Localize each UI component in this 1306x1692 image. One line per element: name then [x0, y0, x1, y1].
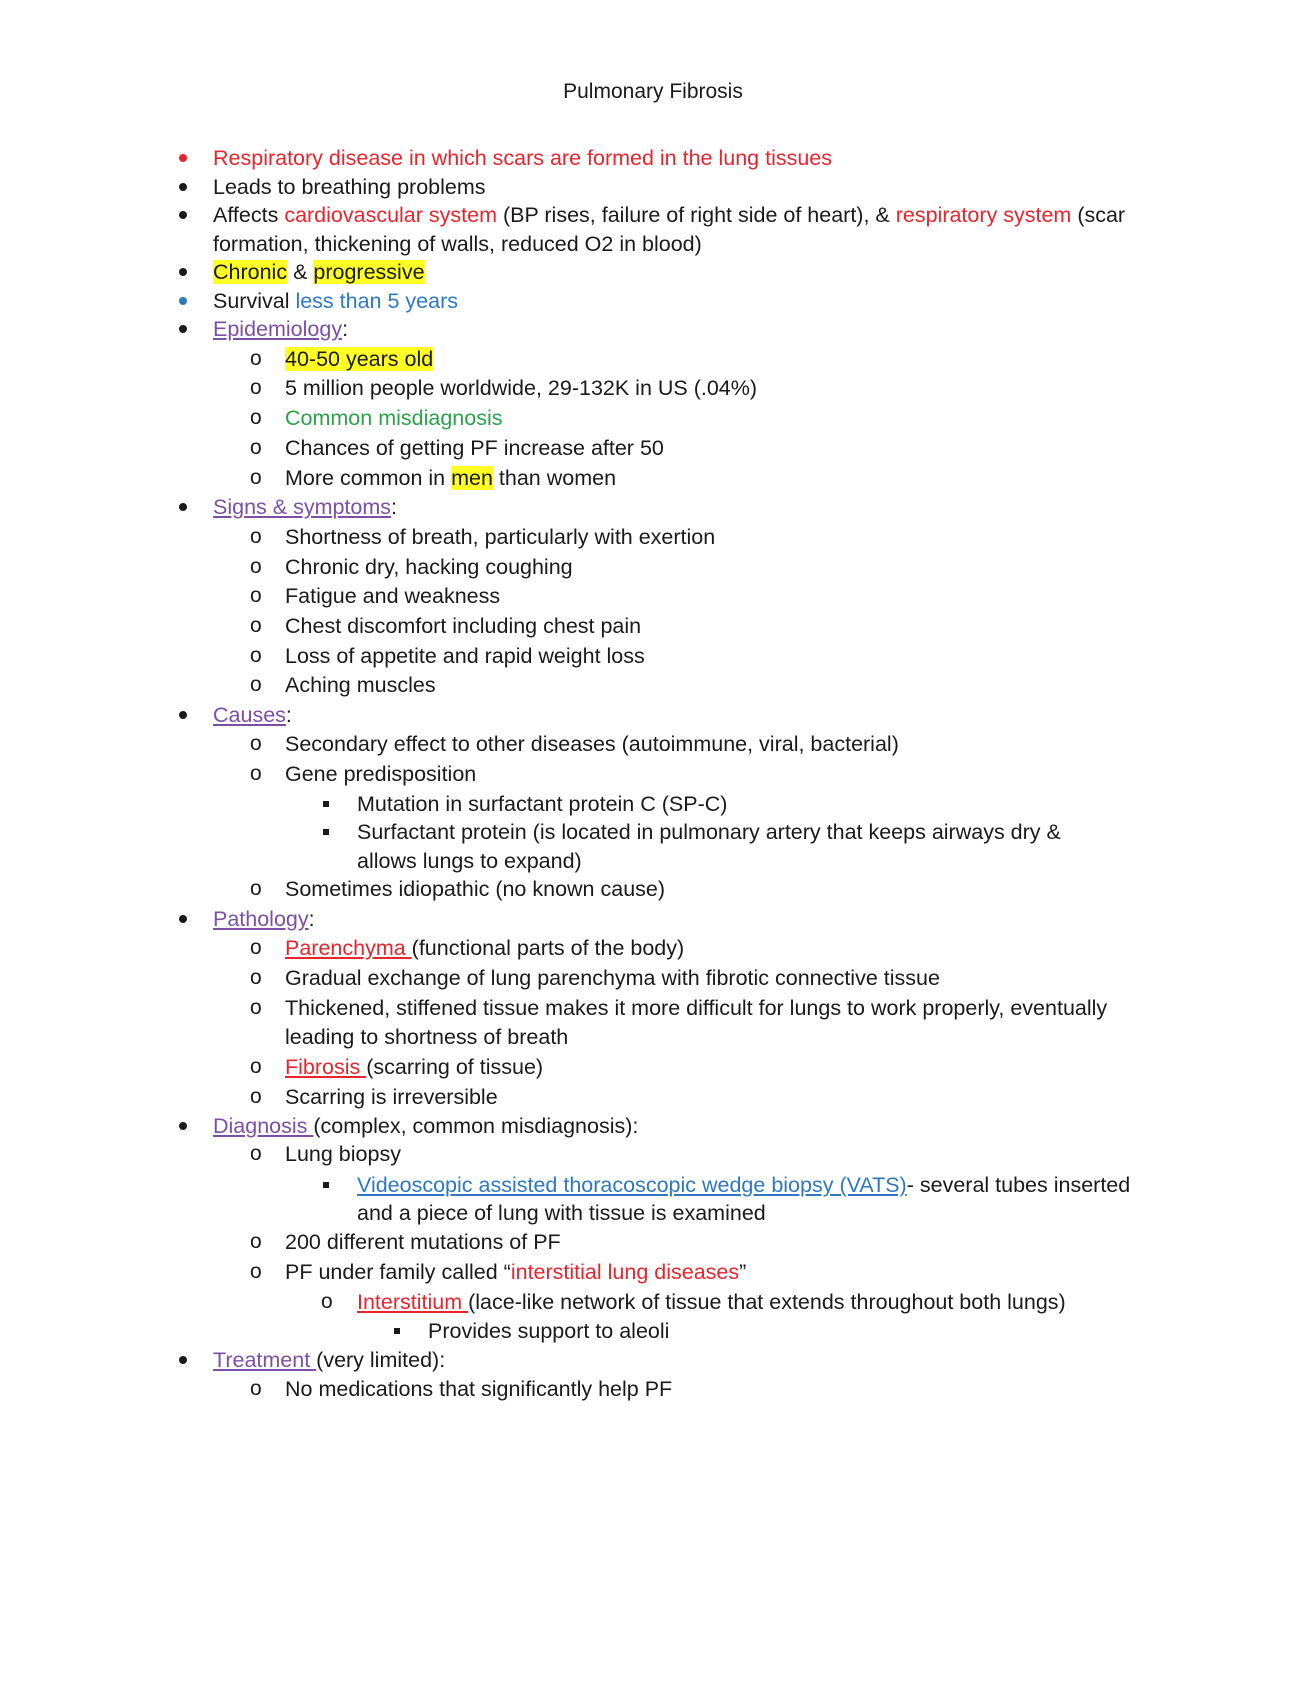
list-item-text: Mutation in surfactant protein C (SP-C) — [357, 792, 728, 816]
list-item-text: No medications that significantly help PF — [285, 1377, 673, 1401]
text-run: (scar — [1071, 203, 1126, 227]
sub-bullet-marker: o — [250, 996, 262, 1019]
list-item-text — [285, 1052, 543, 1082]
sub-bullet-marker: o — [321, 1290, 333, 1313]
list-item-text: formation, thickening of walls, reduced O2 in blood) — [213, 232, 702, 256]
sub-bullet-marker: o — [250, 584, 262, 607]
list-item-text: Sometimes idiopathic (no known cause) — [285, 877, 666, 901]
bullet-marker — [179, 297, 187, 305]
list-item-text — [213, 904, 315, 934]
sub-bullet-marker: o — [250, 877, 262, 900]
list-item-text — [357, 1170, 1130, 1200]
sub-bullet-marker: o — [250, 376, 262, 399]
sub-bullet-marker: o — [250, 525, 262, 548]
text-run: than women — [492, 466, 617, 490]
list-item-text: Leads to breathing problems — [213, 175, 486, 199]
list-item-text: 200 different mutations of PF — [285, 1230, 561, 1254]
sub-bullet-marker: o — [250, 406, 262, 429]
list-item-text: Respiratory disease in which scars are formed in the lung tissues — [213, 146, 833, 170]
list-item-text — [213, 1111, 638, 1141]
symptoms-link[interactable]: Signs & symptoms — [213, 495, 392, 519]
sub-bullet-marker: o — [250, 1142, 262, 1165]
text-run-blue: less than 5 years — [295, 289, 458, 313]
list-item-text: Gene predisposition — [285, 762, 477, 786]
diagnosis-link[interactable]: Diagnosis — [213, 1114, 314, 1138]
list-item-text — [357, 1287, 1066, 1317]
square-bullet-marker — [323, 801, 329, 807]
list-item-text — [285, 1257, 746, 1287]
text-run: : — [342, 317, 349, 341]
square-bullet-marker — [394, 1328, 400, 1334]
text-run: - several tubes inserted — [906, 1173, 1131, 1197]
list-item-text: Lung biopsy — [285, 1142, 401, 1166]
text-run: : — [308, 907, 315, 931]
text-run: & — [287, 260, 314, 284]
text-run: (complex, common misdiagnosis): — [313, 1114, 639, 1138]
treatment-link[interactable]: Treatment — [213, 1348, 317, 1372]
sub-bullet-marker: o — [250, 732, 262, 755]
square-bullet-marker — [323, 829, 329, 835]
list-item-text — [213, 1345, 445, 1375]
bullet-marker — [179, 325, 187, 333]
list-item-text: allows lungs to expand) — [357, 849, 582, 873]
list-item-text — [285, 344, 433, 374]
list-item-text: Shortness of breath, particularly with exertion — [285, 525, 716, 549]
bullet-marker — [179, 503, 187, 511]
bullet-marker — [179, 268, 187, 276]
text-run: : — [285, 703, 292, 727]
list-item-text: Provides support to aleoli — [428, 1319, 670, 1343]
sub-bullet-marker: o — [250, 936, 262, 959]
square-bullet-marker — [323, 1182, 329, 1188]
list-item-text: Chronic dry, hacking coughing — [285, 555, 573, 579]
text-run: (scarring of tissue) — [366, 1055, 544, 1079]
text-run-red: respiratory system — [895, 203, 1072, 227]
list-item-text: Secondary effect to other diseases (autoimmune, viral, bacterial) — [285, 732, 899, 756]
parenchyma-link[interactable]: Parenchyma — [285, 936, 412, 960]
text-run: Survival — [213, 289, 296, 313]
highlighted-text: Chronic — [213, 260, 288, 284]
text-run: (lace-like network of tissue that extends throughout both lungs) — [468, 1290, 1066, 1314]
list-item-text — [213, 257, 425, 287]
epidemiology-link[interactable]: Epidemiology — [213, 317, 343, 341]
list-item-text: Loss of appetite and rapid weight loss — [285, 644, 645, 668]
sub-bullet-marker: o — [250, 347, 262, 370]
text-run: (functional parts of the body) — [411, 936, 685, 960]
sub-bullet-marker: o — [250, 673, 262, 696]
highlighted-text: 40-50 years old — [285, 347, 434, 371]
bullet-marker — [179, 154, 187, 162]
sub-bullet-marker: o — [250, 614, 262, 637]
list-item-text: Thickened, stiffened tissue makes it more difficult for lungs to work properly, eventually — [285, 996, 1108, 1020]
text-run: Affects — [213, 203, 285, 227]
list-item-text: Surfactant protein (is located in pulmonary artery that keeps airways dry & — [357, 820, 1061, 844]
list-item-text: and a piece of lung with tissue is examined — [357, 1201, 766, 1225]
causes-link[interactable]: Causes — [213, 703, 286, 727]
vats-link[interactable]: Videoscopic assisted thoracoscopic wedge biopsy (VATS) — [357, 1173, 907, 1197]
text-run: PF under family called “ — [285, 1260, 511, 1284]
text-run: (BP rises, failure of right side of heart), & — [497, 203, 896, 227]
list-item-text: leading to shortness of breath — [285, 1025, 569, 1049]
list-item-text: Scarring is irreversible — [285, 1085, 498, 1109]
list-item-text: Fatigue and weakness — [285, 584, 501, 608]
bullet-marker — [179, 711, 187, 719]
sub-bullet-marker: o — [250, 436, 262, 459]
list-item-text: Chest discomfort including chest pain — [285, 614, 642, 638]
bullet-marker — [179, 1356, 187, 1364]
document-title: Pulmonary Fibrosis — [563, 80, 743, 103]
list-item-text — [213, 492, 397, 522]
list-item-text: 5 million people worldwide, 29-132K in US (.04%) — [285, 376, 758, 400]
text-run: ” — [739, 1260, 747, 1284]
text-run-red: cardiovascular system — [284, 203, 497, 227]
pathology-link[interactable]: Pathology — [213, 907, 309, 931]
sub-bullet-marker: o — [250, 644, 262, 667]
bullet-marker — [179, 915, 187, 923]
list-item-text: Common misdiagnosis — [285, 406, 503, 430]
interstitium-link[interactable]: Interstitium — [357, 1290, 469, 1314]
fibrosis-link[interactable]: Fibrosis — [285, 1055, 367, 1079]
sub-bullet-marker: o — [250, 1085, 262, 1108]
list-item-text — [213, 286, 458, 316]
list-item-text: Chances of getting PF increase after 50 — [285, 436, 664, 460]
list-item-text: Aching muscles — [285, 673, 436, 697]
sub-bullet-marker: o — [250, 1055, 262, 1078]
text-run: More common in — [285, 466, 452, 490]
list-item-text — [285, 933, 684, 963]
sub-bullet-marker: o — [250, 966, 262, 989]
list-item-text — [213, 314, 348, 344]
bullet-marker — [179, 1122, 187, 1130]
list-item-text — [213, 200, 1125, 230]
bullet-marker — [179, 183, 187, 191]
highlighted-text: progressive — [313, 260, 425, 284]
sub-bullet-marker: o — [250, 762, 262, 785]
sub-bullet-marker: o — [250, 1377, 262, 1400]
sub-bullet-marker: o — [250, 466, 262, 489]
highlighted-text: men — [451, 466, 493, 490]
text-run: (very limited): — [316, 1348, 446, 1372]
text-run: : — [391, 495, 398, 519]
text-run-red: interstitial lung diseases — [510, 1260, 740, 1284]
sub-bullet-marker: o — [250, 555, 262, 578]
bullet-marker — [179, 211, 187, 219]
list-item-text — [285, 463, 616, 493]
list-item-text: Gradual exchange of lung parenchyma with fibrotic connective tissue — [285, 966, 940, 990]
sub-bullet-marker: o — [250, 1230, 262, 1253]
sub-bullet-marker: o — [250, 1260, 262, 1283]
list-item-text — [213, 700, 292, 730]
